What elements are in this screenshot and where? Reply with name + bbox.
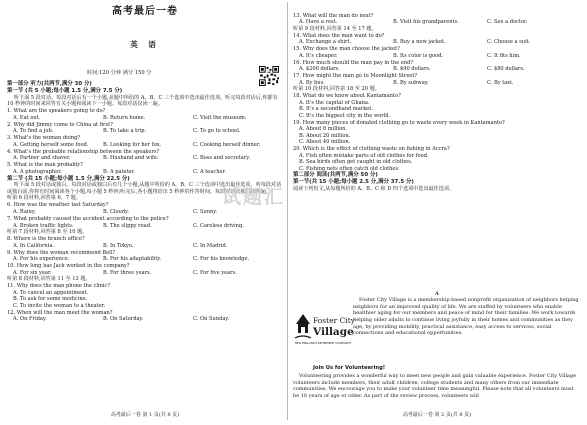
listening-e-option: A. Exchange a shirt. bbox=[299, 39, 352, 46]
logo-text-line2: Village bbox=[313, 326, 354, 338]
section2-heading: 第二节 (共 15 小题;每小题 1.5 分,满分 22.5 分) bbox=[7, 175, 130, 182]
q18-option-c: C. It's the biggest city in the world. bbox=[299, 112, 391, 119]
instruction-8-10: 听第 7 段材料,回答第 8 至 10 题。 bbox=[7, 229, 88, 236]
listening-c-option: C. For his knowledge. bbox=[193, 256, 250, 263]
listening-a-option: A. Partner and shaver. bbox=[13, 155, 71, 162]
listening-b-question: 6. How was the weather last Saturday? bbox=[7, 202, 109, 209]
instruction-14-17: 听第 9 段材料,回答第 14 至 17 题。 bbox=[293, 25, 377, 32]
listening-c-option: B. For his adaptability. bbox=[103, 256, 162, 263]
subject-title: 英 语 bbox=[130, 40, 160, 49]
listening-e-option: A. By bus. bbox=[299, 79, 325, 86]
q18-option-a: A. It's the capital of Ghana. bbox=[299, 99, 370, 106]
listening-e-question: 17. How might the man go to Moonlight Street? bbox=[293, 73, 418, 80]
part2-heading: 第二部分 阅读(共两节,满分 50 分) bbox=[293, 172, 378, 179]
q18-option-b: B. It's a secondhand market. bbox=[299, 106, 373, 113]
listening-a-option: A. To find a job. bbox=[13, 128, 54, 135]
listening-a-option: B. Husband and wife. bbox=[103, 155, 159, 162]
listening-b-option: A. Broken traffic lights. bbox=[13, 222, 74, 229]
listening-b-options bbox=[7, 209, 283, 216]
instruction-18-20: 听第 10 段材料,回答第 18 至 20 题。 bbox=[293, 86, 380, 93]
logo-subtitle: NEW ENGLAND'S RETIREMENT COMMUNITY bbox=[295, 342, 352, 345]
listening-a-option: C. Visit the museum. bbox=[193, 114, 247, 121]
reading-instructions: 阅读下列短文,从每题所给的 A、B、C 和 D 四个选项中选出最佳选项。 bbox=[293, 186, 455, 193]
listening-e-option: C. It fits him. bbox=[487, 52, 521, 59]
q12-option-c: C. On Sunday. bbox=[193, 316, 230, 323]
section1-instructions: 听下面 5 段对话。每段对话后有一个小题,从题中所给的 A、B、C 三个选项中选出最佳选项。听完每段对话后,你都有 10 秒钟的时间来回答有关小题和阅读下一小题。每段对话仅读一遍。 bbox=[7, 94, 278, 108]
listening-a-option: C. Boss and secretary. bbox=[193, 155, 251, 162]
q19-option-a: A. About 8 million. bbox=[299, 126, 348, 133]
q11-option-a: A. To cancel an appointment. bbox=[13, 289, 89, 296]
question-12: 12. When will the man meet the woman? bbox=[7, 309, 113, 316]
listening-d-option: B. Visit his grandparents. bbox=[393, 19, 459, 26]
listening-a-option: B. To take a trip. bbox=[103, 128, 147, 135]
logo-text-line1: Foster City bbox=[313, 316, 355, 325]
listening-a-options bbox=[7, 128, 283, 135]
listening-b-option: C. Sunny. bbox=[193, 208, 218, 215]
column-divider bbox=[287, 2, 288, 420]
listening-a-question: 4. What's the probable relationship between the speakers? bbox=[7, 148, 160, 155]
q12-option-b: B. On Saturday. bbox=[103, 316, 144, 323]
listening-a-question: 5. What is the man probably? bbox=[7, 162, 83, 169]
listening-c-option: C. In Madrid. bbox=[193, 242, 228, 249]
listening-c-option: A. For his experience. bbox=[13, 256, 70, 263]
foster-city-village-logo bbox=[293, 308, 355, 350]
right-page-footer: 高考最后一卷 第 2 页(共 8 页) bbox=[402, 412, 472, 418]
listening-d-option: C. See a doctor. bbox=[487, 19, 528, 26]
listening-e-option: C. Choose a suit. bbox=[487, 39, 531, 46]
section1-heading: 第一节 (共 5 小题;每小题 1.5 分,满分 7.5 分) bbox=[7, 87, 123, 94]
listening-a-options bbox=[7, 155, 283, 162]
listening-a-question: 1. What are the speakers going to do? bbox=[7, 108, 106, 115]
listening-e-question: 14. What does the man want to do? bbox=[293, 32, 385, 39]
listening-a-option: A. A photographer. bbox=[13, 168, 62, 175]
listening-c-question: 10. How long has Jack worked in the company? bbox=[7, 263, 130, 270]
listening-a-option: C. To go to school. bbox=[193, 128, 241, 135]
listening-e-option: A. $200 dollars. bbox=[299, 66, 340, 73]
listening-b-option: B. The slippy road. bbox=[103, 222, 152, 229]
listening-c-options bbox=[7, 256, 283, 263]
q19-option-b: B. About 20 million. bbox=[299, 132, 351, 139]
section2-instructions: 听下面 5 段对话或独白。每段对话或独白后有几个小题,从题中所给的 A、B、C 三个选项中选出最佳选项。听每段对话或独白前,你将有时间阅读各个小题,每小题 5 秒钟;听完后,各小题将给出 5 秒钟的作答时间。每段对话或独白读两遍。 bbox=[7, 182, 282, 195]
question-19: 19. How many pieces of donated clothing go to waste every week in Kantamanto? bbox=[293, 119, 505, 126]
q12-options bbox=[7, 316, 283, 323]
passage-label: A bbox=[435, 291, 439, 297]
listening-a-option: C. Cooking herself dinner. bbox=[193, 141, 261, 148]
reading-section1-heading: 第一节(共 15 小题;每小题 2.5 分,满分 37.5 分) bbox=[293, 179, 414, 186]
listening-c-options bbox=[7, 243, 283, 250]
listening-a-option: B. Looking for her fox. bbox=[103, 141, 162, 148]
question-20: 20. Which is the effect of clothing waste on fishing in Accra? bbox=[293, 146, 450, 153]
q19-option-c: C. About 40 million. bbox=[299, 139, 351, 146]
q11-option-c: C. To invite the woman to a theater. bbox=[13, 302, 106, 309]
listening-e-option: C. $80 dollars. bbox=[487, 66, 525, 73]
listening-c-option: B. In Tokyo. bbox=[103, 242, 134, 249]
listening-b-option: C. Careless driving. bbox=[193, 222, 244, 229]
part1-heading: 第一部分 听力(共两节,满分 30 分) bbox=[7, 81, 92, 87]
exam-title: 高考最后一卷 bbox=[112, 6, 178, 17]
listening-e-option: C. By taxi. bbox=[487, 79, 514, 86]
listening-e-options bbox=[293, 39, 581, 46]
listening-a-options bbox=[7, 115, 283, 122]
left-column bbox=[7, 0, 286, 425]
listening-b-question: 7. What probably caused the accident according to the police? bbox=[7, 215, 169, 222]
listening-c-option: A. In California. bbox=[13, 242, 54, 249]
listening-a-option: B. Return home. bbox=[103, 114, 146, 121]
q20-option-a: A. Fish often mistake parts of old clothes for food. bbox=[299, 152, 429, 159]
listening-c-option: B. For three years. bbox=[103, 269, 152, 276]
right-column bbox=[293, 0, 581, 425]
listening-continued bbox=[293, 12, 581, 193]
q20-option-b: B. Sea birds often get caught in old clothes. bbox=[299, 159, 413, 166]
listening-e-question: 15. Why does the man choose the jacket? bbox=[293, 46, 400, 53]
instruction-6-7: 听第 6 段材料,回答第 6、7 题。 bbox=[7, 195, 81, 202]
listening-b-option: A. Rainy. bbox=[13, 208, 36, 215]
listening-e-option: B. Its color is good. bbox=[393, 52, 444, 59]
listening-a-question: 2. Why did Jimmy come to China at first? bbox=[7, 121, 113, 128]
listening-e-option: B. Buy a new jacket. bbox=[393, 39, 446, 46]
time-info: 时间:120 分钟 满分 150 分 bbox=[87, 70, 152, 76]
listening-d-options bbox=[293, 19, 581, 26]
listening-c-question: 8. Where is the branch office? bbox=[7, 236, 85, 243]
listening-e-options bbox=[293, 53, 581, 60]
passage-paragraph-2: Volunteering provides a wonderful way to meet new people and gain valuable experience. Foster City Village volunteers include members, their adult children, college students and many others from our immediate communities. We encourage you to make your volunteer time meaningful. Please note that all volunteers must be 18 years of age or older. As part of the review process, volunteers will bbox=[293, 373, 577, 400]
listening-a-options bbox=[7, 169, 283, 176]
listening-c-option: C. For five years. bbox=[193, 269, 237, 276]
listening-a-option: A. Eat out. bbox=[13, 114, 41, 121]
left-page-footer: 高考最后一卷 第 1 页(共 8 页) bbox=[110, 412, 180, 418]
question-11: 11. Why does the man phone the clinic? bbox=[7, 283, 111, 290]
listening-e-question: 16. How much should the man pay in the end? bbox=[293, 59, 414, 66]
q12-option-a: A. On Friday. bbox=[13, 316, 47, 323]
question-18: 18. What do we know about Kantamanto? bbox=[293, 93, 401, 100]
passage-subheading: Join Us for Volunteering! bbox=[313, 365, 386, 371]
listening-e-option: B. $90 dollars. bbox=[393, 66, 431, 73]
listening-d-question: 13. What will the man do next? bbox=[293, 12, 374, 19]
listening-c-option: A. For six year. bbox=[13, 269, 52, 276]
listening-e-option: A. It's cheaper. bbox=[299, 52, 338, 59]
instruction-11-13: 听第 8 段材料,回答第 11 至 13 题。 bbox=[7, 276, 91, 283]
listening-a-question: 3. What's the woman doing? bbox=[7, 135, 81, 142]
listening-e-option: B. By subway. bbox=[393, 79, 429, 86]
listening-a-option: A. Getting herself some food. bbox=[13, 141, 89, 148]
listening-a-option: B. A painter. bbox=[103, 168, 136, 175]
listening-d-option: A. Have a rest. bbox=[299, 19, 338, 26]
listening-b-option: B. Cloudy. bbox=[103, 208, 129, 215]
q20-option-c: C. Fishing nets often catch old clothes. bbox=[299, 165, 400, 172]
q11-option-b: B. To ask for some medicine. bbox=[13, 296, 88, 303]
listening-a-options bbox=[7, 142, 283, 149]
watermark: 试题汇 bbox=[222, 186, 286, 208]
listening-c-question: 9. Why does the woman recommend Bell? bbox=[7, 249, 116, 256]
passage-paragraph-1: Foster City Village is a membership-based nonprofit organization of neighbors helping neighbors for an improved quality of life. We are staffed by volunteers who enable healthier aging for our members and peace of mind for their families. We work towards helping older adults to continue living joyfully in their homes and communities as they age, by providing mobility, practical assistance, easy access to services, social connections and educational opportunities. bbox=[353, 297, 579, 337]
listening-e-options bbox=[293, 66, 581, 73]
listening-a-option: C. A teacher. bbox=[193, 168, 226, 175]
